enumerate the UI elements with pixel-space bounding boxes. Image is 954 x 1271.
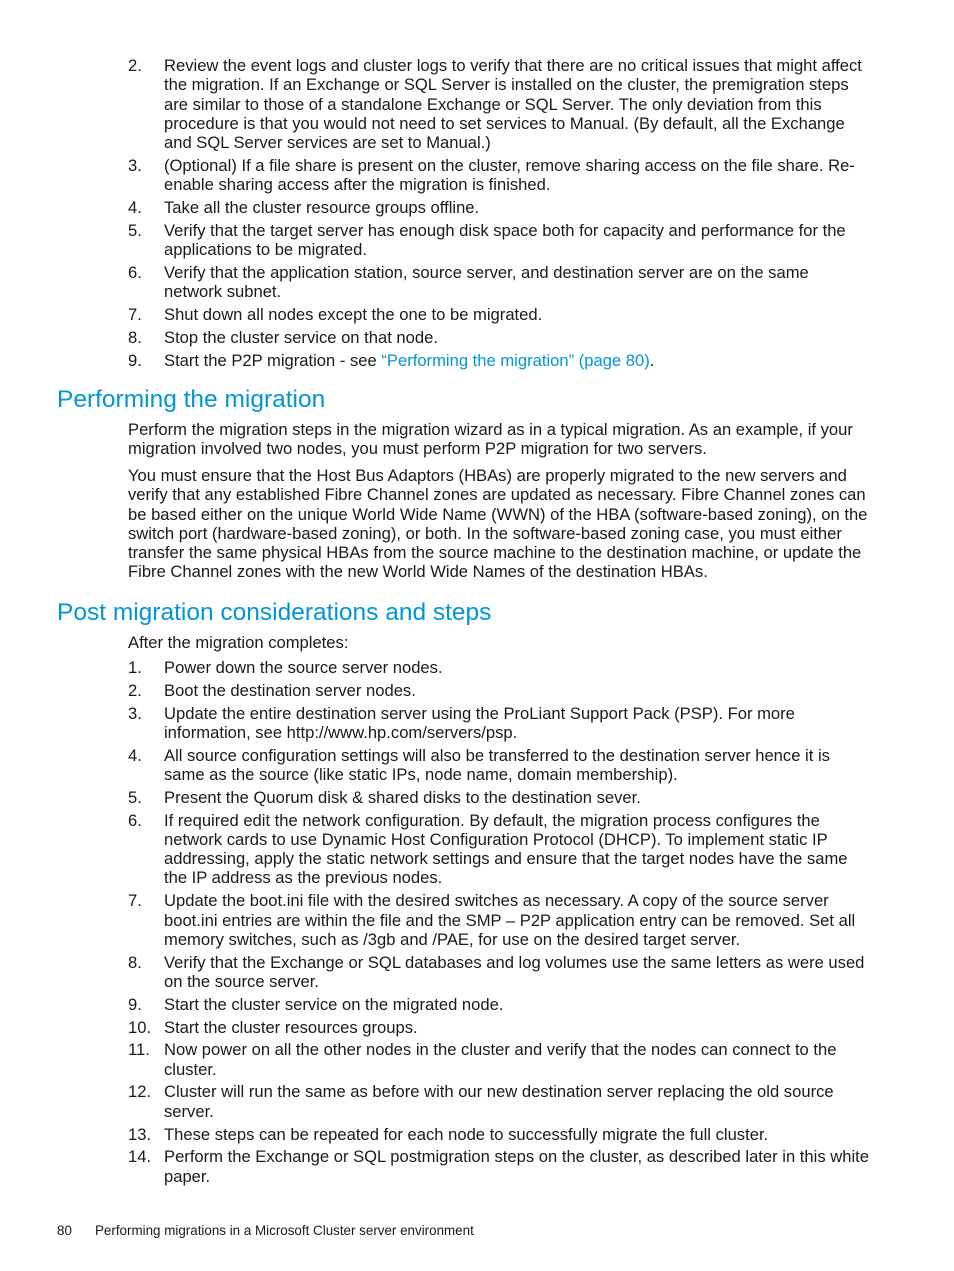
list-item [0, 811, 954, 888]
step-text: Review the event logs and cluster logs to verify that there are no critical issues that might affect the migration. If an Exchange or SQL Server is installed on the cluster, the premigration steps are similar to those of a standalone Exchange or SQL Server. The only deviation from this procedure is that you would not need to set services to Manual. (By default, all the Exchange and SQL Server services are set to Manual.) [164, 56, 862, 153]
page-footer [57, 1222, 474, 1240]
list-item [0, 1040, 954, 1079]
step-number: 9. [128, 350, 142, 370]
step-number: 2. [128, 680, 142, 700]
step-text: Power down the source server nodes. [164, 658, 443, 677]
step-text: Start the P2P migration - see [164, 350, 382, 370]
list-item [0, 328, 954, 347]
step-text: Verify that the Exchange or SQL databases and log volumes use the same letters as were used on the source server. [164, 952, 865, 991]
step-number: 13. [128, 1124, 152, 1144]
section-heading-post-migration: Post migration considerations and steps [57, 599, 492, 626]
step-text: Shut down all nodes except the one to be migrated. [164, 305, 543, 325]
performing-paragraph-1: Perform the migration steps in the migration wizard as in a typical migration. As an example, if your migration involved two nodes, you must perform P2P migration for two servers. [128, 420, 853, 459]
list-item [0, 704, 954, 743]
step-number: 14. [128, 1147, 152, 1167]
step-number: 9. [128, 994, 142, 1014]
step-number: 12. [128, 1082, 152, 1102]
list-item [0, 1082, 954, 1121]
step-text: Start the cluster service on the migrated node. [164, 994, 504, 1014]
list-item [0, 658, 954, 677]
footer-title: Performing migrations in a Microsoft Cluster server environment [95, 1223, 474, 1238]
step-number: 5. [128, 787, 142, 807]
list-item [0, 263, 954, 302]
step-number: 7. [128, 305, 142, 325]
step-text: Stop the cluster service on that node. [164, 327, 438, 347]
step-number: 8. [128, 952, 142, 972]
step-number: 2. [128, 56, 142, 75]
step-text: Now power on all the other nodes in the cluster and verify that the nodes can connect to the cluster. [164, 1040, 837, 1079]
step-text: Take all the cluster resource groups offline. [164, 198, 480, 218]
step-text: Boot the destination server nodes. [164, 680, 416, 700]
step-number: 8. [128, 327, 142, 347]
step-text: Update the entire destination server using the ProLiant Support Pack (PSP). For more information, see http://www.hp.com/servers/psp. [164, 703, 795, 742]
list-item [0, 1018, 954, 1037]
step-number: 6. [128, 810, 142, 830]
step-text: If required edit the network configuration. By default, the migration process configures the network cards to use Dynamic Host Configuration Protocol (DHCP). To implement static IP addressing, apply the static network settings and ensure that the target nodes have the same the IP address as the previous nodes. [164, 810, 848, 888]
list-item [0, 681, 954, 700]
list-item [0, 995, 954, 1014]
step-text: These steps can be repeated for each node to successfully migrate the full cluster. [164, 1124, 769, 1144]
step-number: 3. [128, 703, 142, 723]
step-text: Start the cluster resources groups. [164, 1017, 418, 1037]
step-text: All source configuration settings will also be transferred to the destination server hence it is same as the source (like static IPs, node name, domain membership). [164, 745, 830, 784]
list-item [0, 788, 954, 807]
step-text: Update the boot.ini file with the desired switches as necessary. A copy of the source server boot.ini entries are within the file and the SMP – P2P application entry can be removed. Set all memory switches, such as /3gb and /PAE, for use on the desired target server. [164, 891, 856, 949]
step-number: 6. [128, 262, 142, 282]
step-number: 5. [128, 220, 142, 240]
list-item [0, 156, 954, 195]
page-number: 80 [57, 1223, 72, 1238]
step-text: (Optional) If a file share is present on the cluster, remove sharing access on the file share. Re-enable sharing access after the migration is finished. [164, 155, 855, 195]
list-item [0, 56, 954, 152]
cross-reference-link[interactable]: “Performing the migration” (page 80) [381, 350, 650, 370]
post-migration-steps [0, 658, 954, 1189]
list-item [0, 1147, 954, 1186]
post-migration-intro: After the migration completes: [128, 633, 349, 652]
list-item [0, 221, 954, 260]
step-text-end: . [649, 350, 655, 370]
list-item [0, 351, 954, 370]
step-number: 1. [128, 658, 142, 677]
list-item [0, 1125, 954, 1144]
list-item [0, 953, 954, 992]
list-item [0, 305, 954, 324]
step-text: Verify that the target server has enough disk space both for capacity and performance for the applications to be migrated. [164, 220, 846, 260]
step-number: 4. [128, 198, 142, 218]
step-number: 11. [128, 1040, 150, 1060]
step-number: 10. [128, 1017, 152, 1037]
list-item [0, 198, 954, 217]
list-item [0, 891, 954, 949]
step-text: Verify that the application station, source server, and destination server are on the same network subnet. [164, 262, 809, 302]
step-text: Perform the Exchange or SQL postmigration steps on the cluster, as described later in this white paper. [164, 1147, 869, 1186]
performing-paragraph-2: You must ensure that the Host Bus Adaptors (HBAs) are properly migrated to the new servers and verify that any established Fibre Channel zones are updated as necessary. Fibre Channel zones can be based either on the unique World Wide Name (WWN) of the HBA (software-based zoning), on the switch port (hardware-based zoning), or both. In the software-based zoning case, you must either transfer the same physical HBAs from the source machine to the destination machine, or update the Fibre Channel zones with the new World Wide Names of the destination HBAs. [128, 466, 868, 582]
step-number: 7. [128, 891, 142, 911]
step-text: Cluster will run the same as before with our new destination server replacing the old source server. [164, 1082, 834, 1121]
step-text: Present the Quorum disk & shared disks to the destination sever. [164, 787, 641, 807]
list-item [0, 746, 954, 785]
step-number: 4. [128, 745, 142, 765]
section-heading-performing: Performing the migration [57, 386, 326, 413]
step-number: 3. [128, 155, 142, 175]
pre-migration-steps [0, 56, 954, 373]
